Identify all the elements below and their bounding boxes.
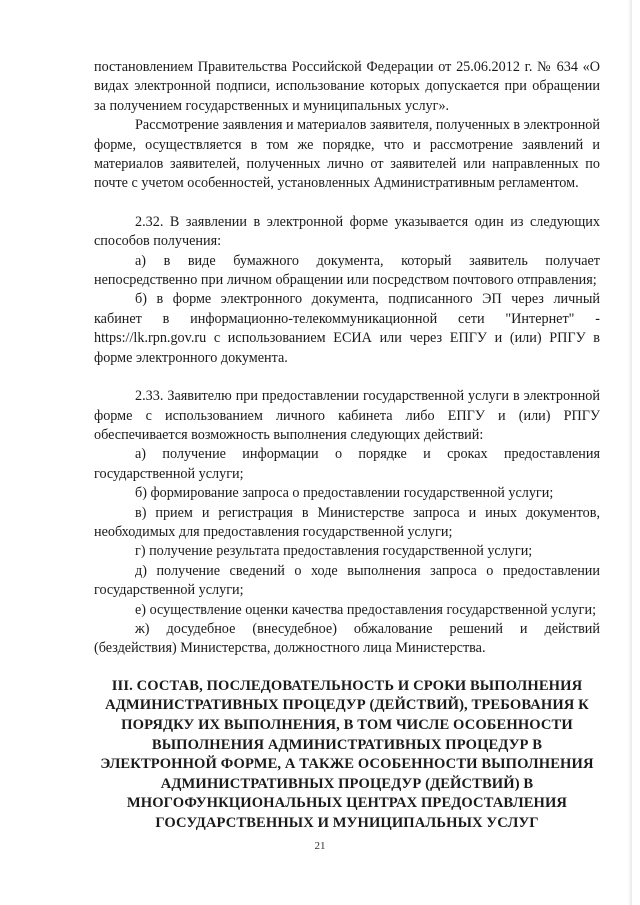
list-item-2-32-a: а) в виде бумажного документа, который заявитель получает непосредственно при личном обращении или посредством почтового отправления;: [94, 252, 600, 289]
scan-edge-shadow: [628, 0, 632, 905]
paragraph-review-procedure: Рассмотрение заявления и материалов заявителя, полученных в электронной форме, осуществляется в том же порядке, что и рассмотрение заявлений и материалов заявителей, полученных лично от заявителей или направленных по почте с учетом особенностей, установленных Административным регламентом.: [94, 117, 600, 192]
list-item-2-33-g: г) получение результата предоставления государственной услуги;: [135, 543, 533, 560]
list-item-2-33-e: е) осуществление оценки качества предоставления государственной услуги;: [135, 601, 597, 618]
list-item-2-33-d: д) получение сведений о ходе выполнения запроса о предоставлении государственной услуги;: [94, 562, 600, 599]
page-number: 21: [314, 840, 326, 852]
paragraph-2-33: 2.33. Заявителю при предоставлении государственной услуги в электронной форме с использованием личного кабинета либо ЕПГУ и (или) РПГУ обеспечивается возможность выполнения следующих действий:: [94, 388, 600, 443]
section-heading-iii: III. СОСТАВ, ПОСЛЕДОВАТЕЛЬНОСТЬ И СРОКИ ВЫПОЛНЕНИЯ АДМИНИСТРАТИВНЫХ ПРОЦЕДУР (ДЕЙСТВИЙ), ТРЕБОВАНИЯ К ПОРЯДКУ ИХ ВЫПОЛНЕНИЯ, В ТОМ ЧИСЛЕ ОСОБЕННОСТИ ВЫПОЛНЕНИЯ АДМИНИСТРАТИВНЫХ ПРОЦЕДУР В ЭЛЕКТРОННОЙ ФОРМЕ, А ТАКЖЕ ОСОБЕННОСТИ ВЫПОЛНЕНИЯ АДМИНИСТРАТИВНЫХ ПРОЦЕДУР (ДЕЙСТВИЙ) В МНОГОФУНКЦИОНАЛЬНЫХ ЦЕНТРАХ ПРЕДОСТАВЛЕНИЯ ГОСУДАРСТВЕННЫХ И МУНИЦИПАЛЬНЫХ УСЛУГ: [100, 677, 594, 831]
list-item-2-33-zh: ж) досудебное (внесудебное) обжалование решений и действий (бездействия) Министерства, должностного лица Министерства.: [94, 620, 600, 657]
list-item-2-33-v: в) прием и регистрация в Министерстве запроса и иных документов, необходимых для предоставления государственной услуги;: [94, 504, 600, 540]
list-item-2-33-b: б) формирование запроса о предоставлении государственной услуги;: [135, 485, 554, 502]
list-item-2-32-b: б) в форме электронного документа, подписанного ЭП через личный кабинет в информационно-телекоммуникационной сети "Интернет" - https://lk.rpn.gov.ru с использованием ЕСИА или через ЕПГУ и (или) РПГУ в форме электронного документа.: [94, 291, 600, 366]
list-item-2-33-a: а) получение информации о порядке и сроках предоставления государственной услуги;: [94, 446, 600, 482]
paragraph-2-32: 2.32. В заявлении в электронной форме указывается один из следующих способов получения:: [94, 213, 600, 250]
document-body: [94, 58, 600, 834]
paragraph-decree-reference: постановлением Правительства Российской Федерации от 25.06.2012 г. № 634 «О видах электронной подписи, использование которых допускается при обращении за получением государственных и муниципальных услуг».: [94, 59, 600, 114]
